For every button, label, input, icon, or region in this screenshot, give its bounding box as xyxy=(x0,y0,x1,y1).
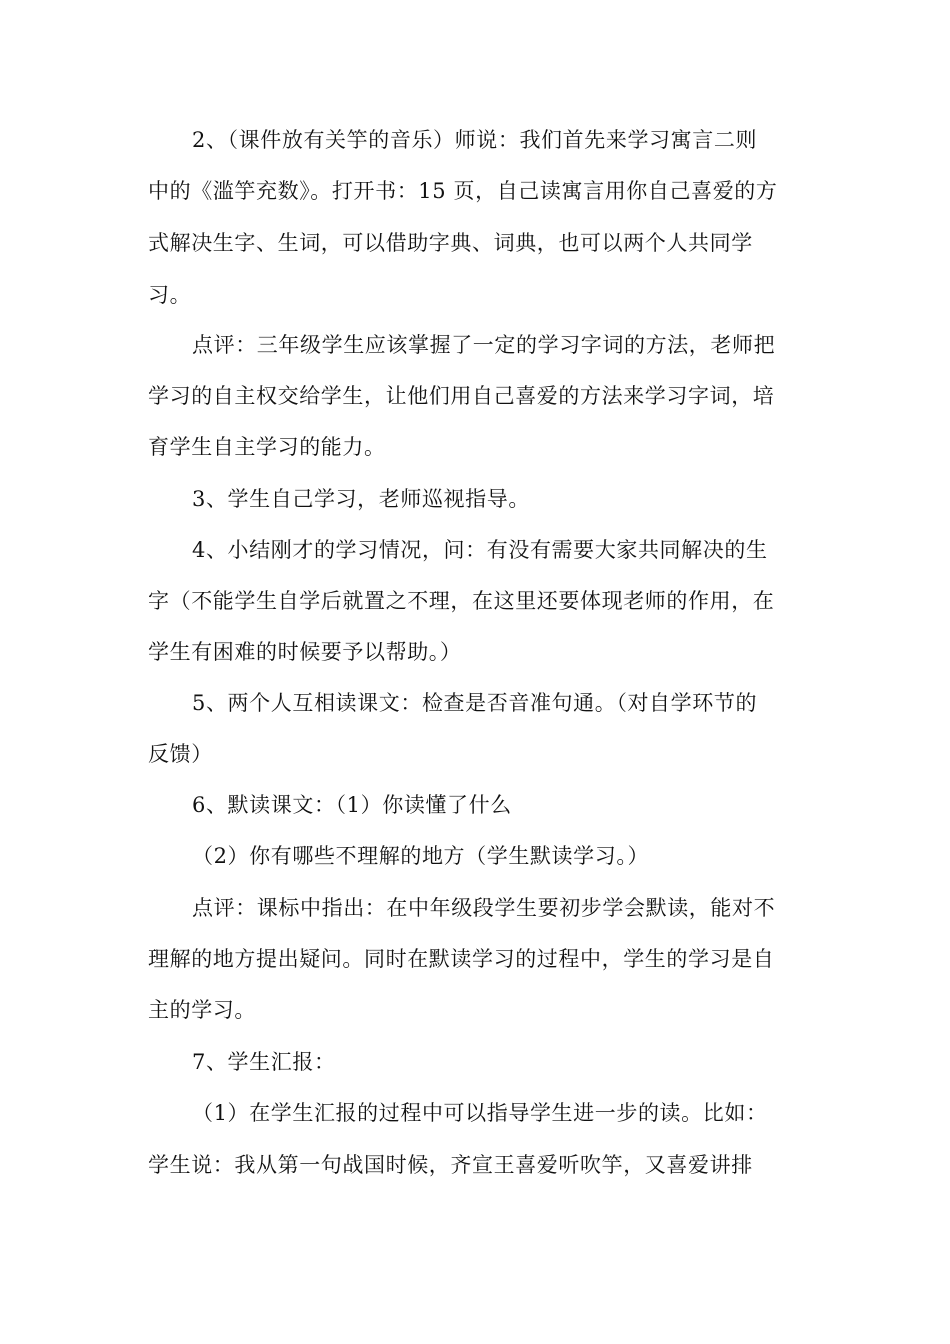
paragraph-line: 6、默读课文：（1）你读懂了什么 xyxy=(192,793,512,817)
paragraph-line: 育学生自主学习的能力。 xyxy=(148,435,386,459)
paragraph-line: 点评：课标中指出：在中年级段学生要初步学会默读，能对不 xyxy=(192,896,776,920)
paragraph-line: 学习的自主权交给学生，让他们用自己喜爱的方法来学习字词，培 xyxy=(148,384,775,408)
paragraph-line: 习。 xyxy=(148,283,192,307)
paragraph-line: 反馈） xyxy=(148,742,213,766)
paragraph-line: 2、（课件放有关竽的音乐）师说：我们首先来学习寓言二则 xyxy=(192,128,758,152)
paragraph-line: 主的学习。 xyxy=(148,998,256,1022)
paragraph-line: 4、小结刚才的学习情况，问：有没有需要大家共同解决的生 xyxy=(192,538,768,562)
paragraph-line: 学生说：我从第一句战国时候，齐宣王喜爱听吹竽，又喜爱讲排 xyxy=(148,1153,753,1177)
paragraph-line: 字（不能学生自学后就置之不理，在这里还要体现老师的作用，在 xyxy=(148,589,775,613)
paragraph-line: 中的《滥竽充数》。打开书：15 页，自己读寓言用你自己喜爱的方 xyxy=(148,179,778,203)
paragraph-line: 3、学生自己学习，老师巡视指导。 xyxy=(192,487,530,511)
paragraph-line: （1）在学生汇报的过程中可以指导学生进一步的读。比如： xyxy=(192,1101,768,1125)
paragraph-line: 点评：三年级学生应该掌握了一定的学习字词的方法，老师把 xyxy=(192,333,776,357)
paragraph-line: 式解决生字、生词，可以借助字典、词典，也可以两个人共同学 xyxy=(148,231,753,255)
paragraph-line: 7、学生汇报： xyxy=(192,1050,336,1074)
paragraph-line: 理解的地方提出疑问。同时在默读学习的过程中，学生的学习是自 xyxy=(148,947,775,971)
paragraph-line: 5、两个人互相读课文：检查是否音准句通。（对自学环节的 xyxy=(192,691,758,715)
paragraph-line: （2）你有哪些不理解的地方（学生默读学习。） xyxy=(192,844,650,868)
paragraph-line: 学生有困难的时候要予以帮助。） xyxy=(148,640,462,664)
